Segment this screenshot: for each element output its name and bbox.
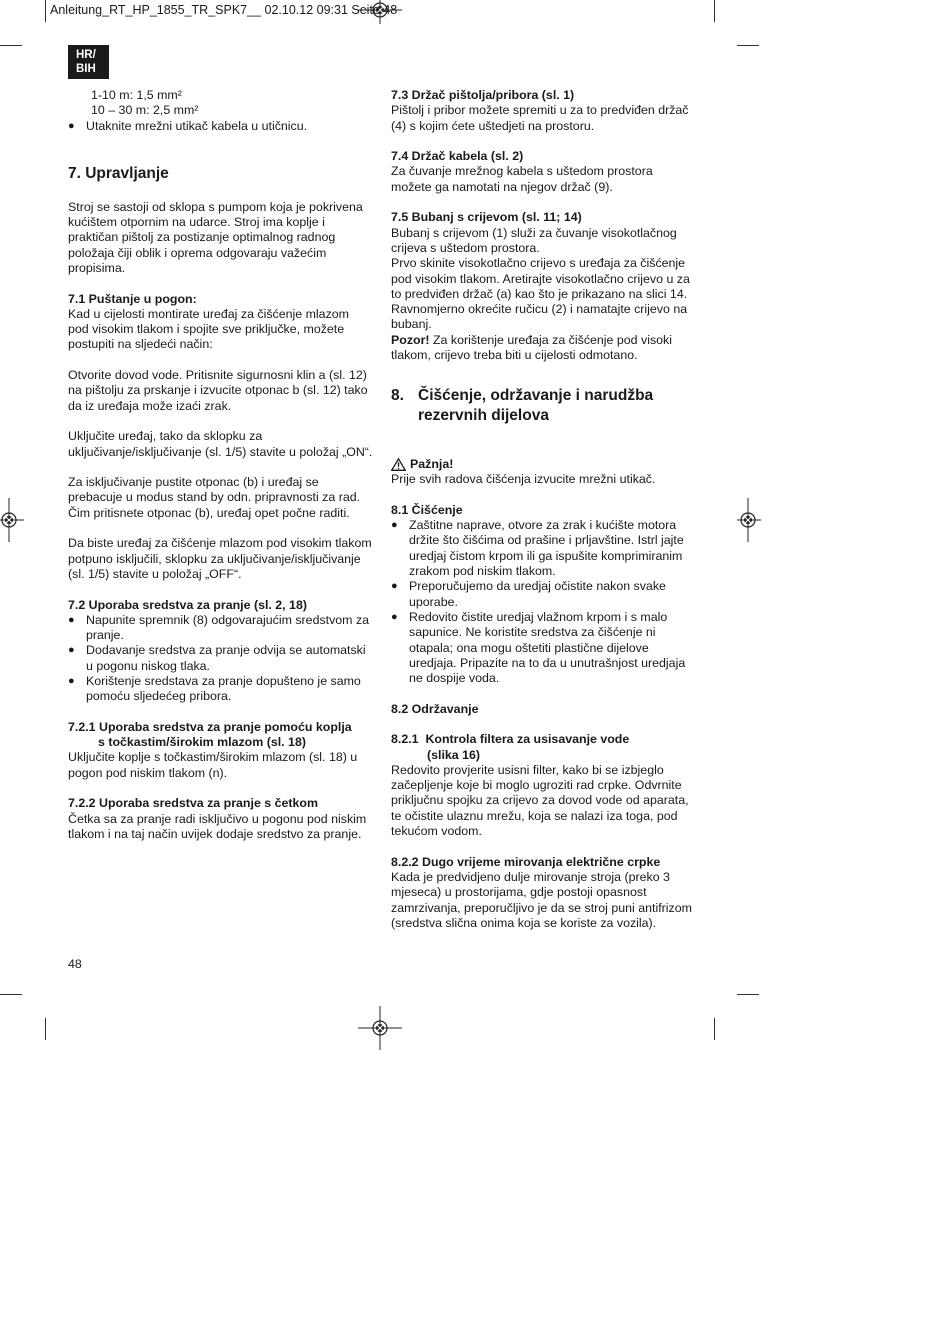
warning-triangle-icon <box>391 458 406 471</box>
subsection-heading: 8.2.1 Kontrola filtera za usisavanje vode <box>391 732 630 747</box>
paragraph: Četka sa za pranje radi isključivo u pogonu pod niskim tlakom i na taj način uvijek dodaje sredstvo za pranje. <box>68 811 367 841</box>
subsection-heading: 7.2.2 Uporaba sredstva za pranje s četkom <box>68 796 318 811</box>
paragraph: Za čuvanje mrežnog kabela s uštedom prostora možete ga namotati na njegov držač (9). <box>391 164 653 194</box>
section-heading: 7. Upravljanje <box>68 165 169 183</box>
crop-mark <box>737 994 759 995</box>
warning-text: Za korištenje uređaja za čišćenje pod visoki tlakom, crijevo treba biti u cijelosti odmotano. <box>391 332 672 363</box>
subsection-heading: 8.2.2 Dugo vrijeme mirovanja električne crpke <box>391 854 661 869</box>
subsection-heading: 7.1 Puštanje u pogon: <box>68 291 197 306</box>
list-item: ● Napunite spremnik (8) odgovarajućim sredstvom za pranje. <box>68 613 373 644</box>
right-column <box>391 88 696 931</box>
paragraph: Prvo skinite visokotlačno crijevo s uređaja za čišćenje pod visokim tlakom. Aretirajte visokotlačno crijevo u za to predviđen držač (a) kao što je prikazano na slici 14. Ravnomjerno okrećite ručicu (2) i namatajte crijevo na bubanj. <box>391 256 690 332</box>
paragraph: Redovito provjerite usisni filter, kako bi se izbjeglo začepljenje koje bi moglo ugroziti rad crpke. Odvrnite priključnu spojku za crijevo za dovod vode od aparata, te očistite ulaznu mrežu, koja se nalazi iza toga, pod tekućom vodom. <box>391 762 689 839</box>
attention-label: Pažnja! <box>410 456 454 471</box>
paragraph: Za isključivanje pustite otponac (b) i uređaj se prebacuje u modus stand by odn. pripravnosti za rad. Čim pritisnete otponac (b), uređaj opet počne raditi. <box>68 475 361 520</box>
paragraph: Kad u cijelosti montirate uređaj za čišćenje mlazom pod visokim tlakom i spojite sve priključke, možete postupiti na sljedeći način: <box>68 306 349 352</box>
registration-mark-icon <box>737 498 761 542</box>
registration-mark-icon <box>0 498 24 542</box>
subsection-heading: 8.2 Održavanje <box>391 701 479 716</box>
list-item: ● Utaknite mrežni utikač kabela u utičnicu. <box>68 119 373 134</box>
subsection-heading: 8.1 Čišćenje <box>391 502 463 517</box>
page-number: 48 <box>68 957 82 971</box>
list-item: ● Zaštitne naprave, otvore za zrak i kućište motora držite što čišćima od prašine i prljavštine. Istrl jajte uredjaj čistom krpom ili ga ispušite komprimiranim zrakom pod niskim tlakom. <box>391 518 696 579</box>
subsection-heading-continued: (slika 16) <box>427 747 481 762</box>
crop-mark <box>737 45 759 46</box>
paragraph: Kada je predvidjeno dulje mirovanje stroja (preko 3 mjeseca) u prostorijama, gdje postoji opasnost zamrzivanja, preporučljivo je da se stroj puni antifrizom (sredstva slična onima koja se koriste za vozila). <box>391 869 692 930</box>
list-item: ● Preporučujemo da uredjaj očistite nakon svake uporabe. <box>391 579 696 610</box>
subsection-heading: 7.2.1 Uporaba sredstva za pranje pomoću koplja <box>68 719 352 734</box>
paragraph: Da biste uređaj za čišćenje mlazom pod visokim tlakom potpuno isključili, sklopku za uključivanje/isključivanje (sl. 1/5) stavite u položaj „OFF“. <box>68 536 372 581</box>
cable-spec-2: 10 – 30 m: 2,5 mm² <box>91 103 199 118</box>
subsection-heading: 7.2 Uporaba sredstva za pranje (sl. 2, 18) <box>68 597 307 612</box>
print-file-header: Anleitung_RT_HP_1855_TR_SPK7__ 02.10.12 09:31 Seite 48 <box>50 3 398 17</box>
subsection-heading: 7.3 Držač pištolja/pribora (sl. 1) <box>391 88 575 102</box>
subsection-heading-continued: s točkastim/širokim mlazom (sl. 18) <box>98 735 306 750</box>
section-heading-line2: rezervnih dijelova <box>418 407 549 425</box>
list-item: ● Redovito čistite uredjaj vlažnom krpom i s malo sapunice. Ne koristite sredstva za čišćenje ni otapala; ona mogu oštetiti plastične dijelove uredjaja. Pripazite na to da u unutrašnjost uredjaja ne dospije voda. <box>391 610 696 686</box>
language-tab-line2: BIH <box>76 63 96 75</box>
section-number: 8. <box>391 387 404 405</box>
paragraph: Stroj se sastoji od sklopa s pumpom koja je pokrivena kućištem otpornim na udarce. Stroj ima koplje i praktičan pištolj za postizanje optimalnog radnog položaja čiji oblik i oprema odgovaraju važećim propisima. <box>68 199 363 275</box>
list-item: ● Dodavanje sredstva za pranje odvija se automatski u pogonu niskog tlaka. <box>68 643 373 674</box>
section-heading-line1: Čišćenje, održavanje i narudžba <box>418 387 654 405</box>
subsection-heading: 7.5 Bubanj s crijevom (sl. 11; 14) <box>391 210 582 225</box>
crop-mark <box>0 45 22 46</box>
language-tab-line1: HR/ <box>76 49 96 61</box>
paragraph: Pištolj i pribor možete spremiti u za to predviđen držač (4) s kojim ćete uštedjeti na prostoru. <box>391 103 689 133</box>
language-tab <box>68 45 109 79</box>
paragraph: Uključite uređaj, tako da sklopku za uključivanje/isključivanje (sl. 1/5) stavite u položaj „ON“. <box>68 429 373 459</box>
paragraph: Prije svih radova čišćenja izvucite mrežni utikač. <box>391 472 656 487</box>
warning-paragraph <box>391 333 696 364</box>
registration-mark-icon <box>358 1006 402 1050</box>
attention-heading <box>391 457 696 472</box>
subsection-heading: 7.4 Držač kabela (sl. 2) <box>391 149 524 164</box>
left-column <box>68 88 373 842</box>
crop-mark <box>45 0 46 22</box>
warning-label: Pozor! <box>391 332 430 347</box>
section-heading <box>391 386 696 426</box>
crop-mark <box>45 1018 46 1040</box>
crop-mark <box>714 1018 715 1040</box>
paragraph: Uključite koplje s točkastim/širokim mlazom (sl. 18) u pogon pod niskim tlakom (n). <box>68 750 358 780</box>
paragraph: Otvorite dovod vode. Pritisnite sigurnosni klin a (sl. 12) na pištolju za prskanje i izvucite otponac b (sl. 12) tako da iz uređaja može izaći zrak. <box>68 368 368 413</box>
crop-mark <box>0 994 22 995</box>
paragraph: Bubanj s crijevom (1) služi za čuvanje visokotlačnog crijeva s uštedom prostora. <box>391 225 677 255</box>
crop-mark <box>714 0 715 22</box>
cable-spec-1: 1-10 m: 1,5 mm² <box>91 88 182 102</box>
list-item: ● Korištenje sredstava za pranje dopušteno je samo pomoću sljedećeg pribora. <box>68 674 373 705</box>
